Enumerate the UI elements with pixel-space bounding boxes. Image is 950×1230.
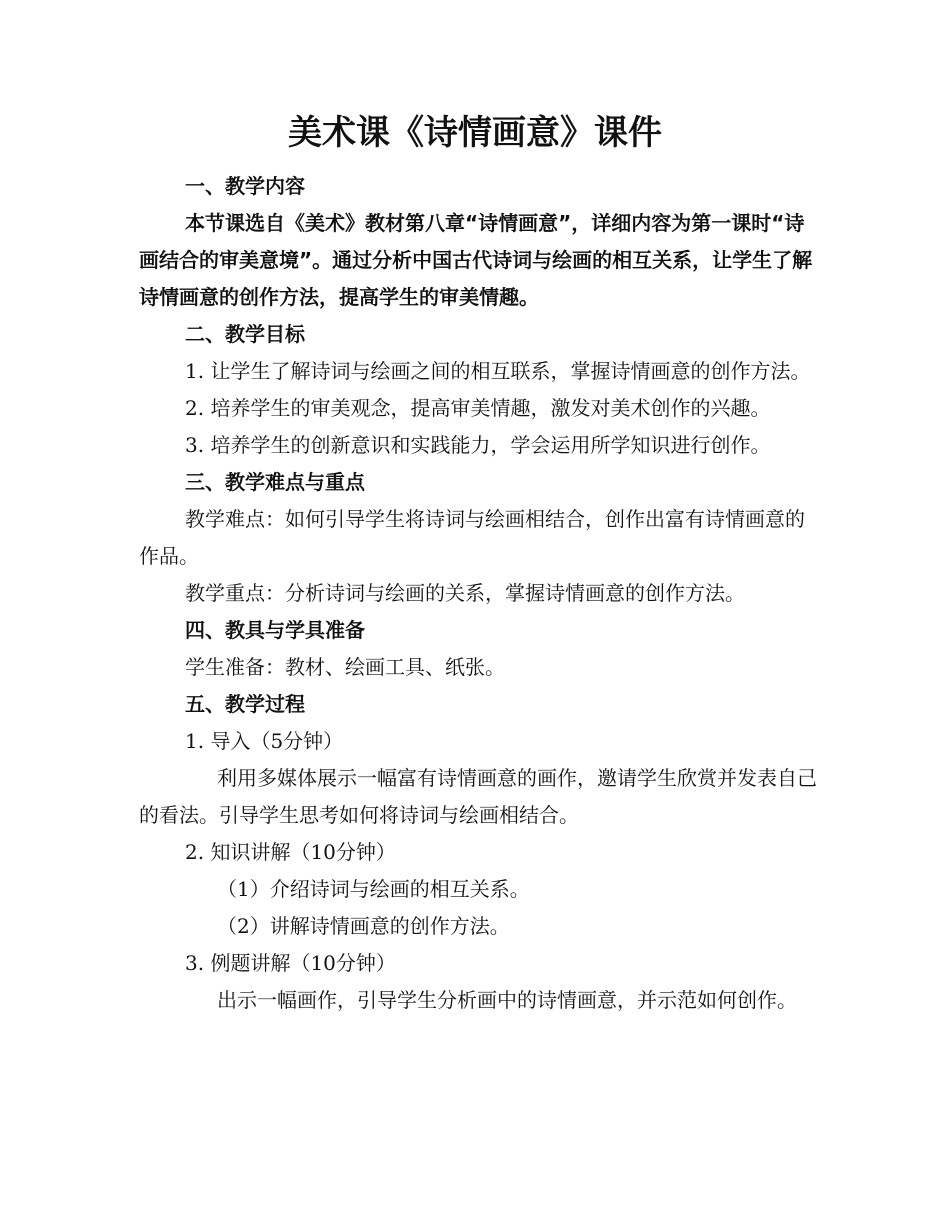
section-heading: 五、教学过程 (185, 692, 305, 716)
paragraph: 本节课选自《美术》教材第八章“诗情画意”，详细内容为第一课时“诗画结合的审美意境”。通过分析中国古代诗词与绘画的相互关系，让学生了解诗情画意的创作方法，提高学生的审美情趣。 (139, 211, 813, 309)
section-heading: 四、教具与学具准备 (185, 618, 365, 642)
paragraph: 出示一幅画作，引导学生分析画中的诗情画意，并示范如何创作。 (217, 988, 797, 1012)
section-heading: 一、教学内容 (185, 174, 305, 198)
step-title: 1. 导入（5分钟） (185, 729, 344, 753)
step-title: 3. 例题讲解（10分钟） (185, 951, 396, 975)
paragraph: 教学重点：分析诗词与绘画的关系，掌握诗情画意的创作方法。 (185, 581, 745, 605)
document-title: 美术课《诗情画意》课件 (288, 113, 662, 153)
paragraph: 学生准备：教材、绘画工具、纸张。 (185, 655, 505, 679)
section-heading: 三、教学难点与重点 (185, 470, 365, 494)
list-item: （1）介绍诗词与绘画的相互关系。 (217, 877, 530, 901)
list-item: 3. 培养学生的创新意识和实践能力，学会运用所学知识进行创作。 (185, 433, 771, 457)
step-title: 2. 知识讲解（10分钟） (185, 840, 396, 864)
list-item: 1. 让学生了解诗词与绘画之间的相互联系，掌握诗情画意的创作方法。 (185, 359, 811, 383)
paragraph: 教学难点：如何引导学生将诗词与绘画相结合，创作出富有诗情画意的作品。 (139, 507, 805, 568)
list-item: 2. 培养学生的审美观念，提高审美情趣，激发对美术创作的兴趣。 (185, 396, 771, 420)
section-heading: 二、教学目标 (185, 322, 305, 346)
document-body (139, 168, 819, 1019)
list-item: （2）讲解诗情画意的创作方法。 (217, 914, 510, 938)
paragraph: 利用多媒体展示一幅富有诗情画意的画作，邀请学生欣赏并发表自己的看法。引导学生思考如何将诗词与绘画相结合。 (139, 766, 817, 827)
